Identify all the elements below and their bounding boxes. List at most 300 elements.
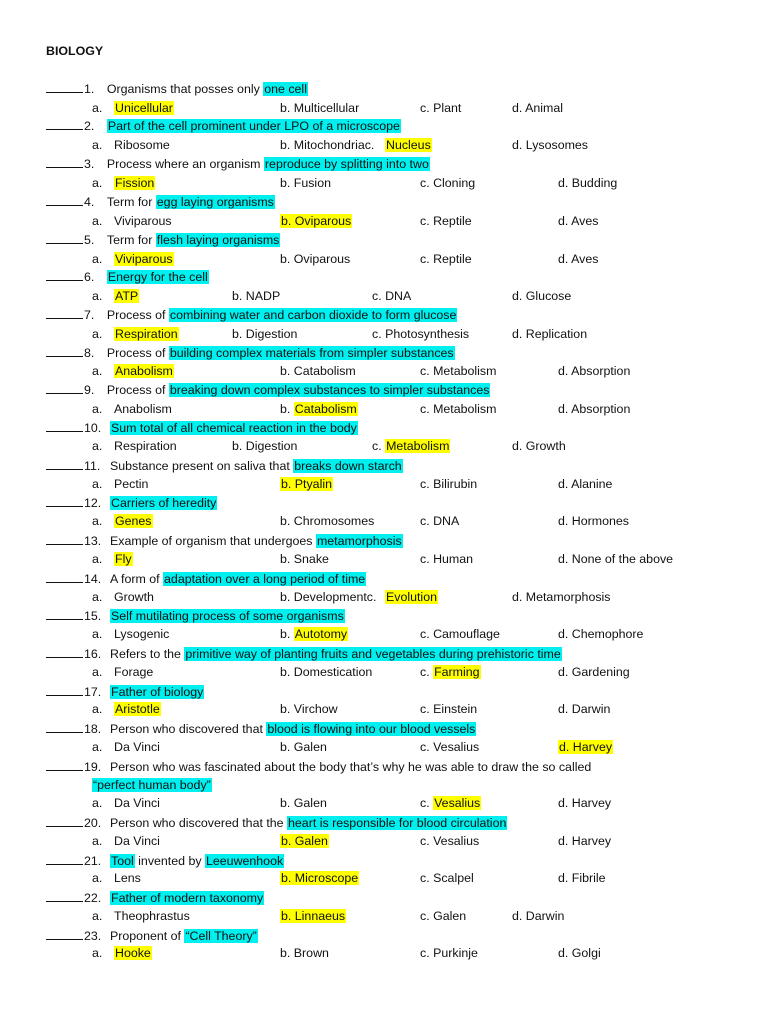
option-letter: d.: [558, 402, 572, 416]
option-c[interactable]: [420, 700, 477, 718]
option-wrap: [420, 176, 475, 190]
option-text: Alanine: [571, 477, 613, 491]
option-b[interactable]: [280, 907, 346, 925]
option-c[interactable]: [420, 738, 479, 756]
option-wrap: [420, 665, 481, 679]
question-5: [46, 231, 280, 249]
option-text: Viviparous: [114, 214, 172, 228]
option-wrap: [372, 327, 469, 341]
option-wrap: [420, 214, 472, 228]
option-wrap: [420, 402, 496, 416]
option-letter: d.: [559, 740, 573, 754]
option-wrap: [280, 252, 350, 266]
option-d[interactable]: [512, 136, 588, 154]
option-b[interactable]: [280, 250, 350, 268]
option-a[interactable]: [92, 738, 160, 756]
option-letter: a.: [92, 909, 103, 923]
option-c[interactable]: [420, 869, 474, 887]
option-wrap: [512, 327, 587, 341]
option-text: Developmentc.: [293, 590, 377, 604]
option-text: Snake: [293, 552, 329, 566]
option-c[interactable]: [372, 287, 411, 305]
option-wrap: [280, 552, 329, 566]
answer-blank[interactable]: [46, 381, 83, 394]
option-c[interactable]: [420, 99, 461, 117]
question-number: 16.: [84, 647, 102, 661]
option-letter: b.: [232, 327, 246, 341]
option-wrap: [92, 796, 160, 810]
option-wrap: [558, 514, 629, 528]
option-wrap: [558, 477, 612, 491]
option-b[interactable]: [280, 174, 331, 192]
option-d[interactable]: [512, 437, 566, 455]
question-1: [46, 80, 308, 98]
option-a[interactable]: [92, 362, 174, 380]
question-21: [46, 852, 284, 870]
option-text: Virchow: [293, 702, 338, 716]
option-wrap: [558, 176, 617, 190]
option-b[interactable]: [280, 588, 376, 606]
answer-blank[interactable]: [46, 268, 83, 281]
option-d[interactable]: [558, 550, 673, 568]
option-letter: a.: [92, 439, 103, 453]
option-wrap: [92, 439, 177, 453]
option-text: Metabolism: [433, 402, 497, 416]
option-wrap: [232, 439, 297, 453]
option-text: Lysogenic: [114, 627, 170, 641]
option-wrap: [280, 909, 346, 923]
option-a[interactable]: [92, 325, 179, 343]
answer-blank[interactable]: [46, 852, 83, 865]
answer-blank[interactable]: [46, 80, 83, 93]
option-text: Respiration: [114, 439, 177, 453]
option-letter: d.: [512, 138, 526, 152]
question-number: 6.: [84, 270, 95, 284]
option-a[interactable]: [92, 400, 172, 418]
option-text: Fusion: [293, 176, 331, 190]
option-b[interactable]: [280, 475, 333, 493]
option-wrap: [372, 289, 411, 303]
option-letter: d.: [512, 327, 526, 341]
question-text: one cell: [264, 82, 307, 96]
option-text: None of the above: [571, 552, 674, 566]
option-c[interactable]: [420, 174, 475, 192]
question-text: Self mutilating process of some organisms: [111, 609, 344, 623]
option-text: Harvey: [571, 796, 612, 810]
option-text: Unicellular: [115, 101, 173, 115]
option-cont[interactable]: [385, 588, 438, 606]
option-d[interactable]: [558, 212, 598, 230]
option-b[interactable]: [280, 212, 352, 230]
option-letter: d.: [558, 946, 572, 960]
option-wrap: [92, 327, 179, 341]
option-b[interactable]: [280, 832, 329, 850]
option-c[interactable]: [420, 944, 478, 962]
option-text: Purkinje: [433, 946, 478, 960]
option-letter: a.: [92, 477, 103, 491]
option-d[interactable]: [558, 869, 606, 887]
question-17: [46, 683, 204, 701]
option-d[interactable]: [512, 907, 564, 925]
option-a[interactable]: [92, 663, 153, 681]
option-a[interactable]: [92, 869, 141, 887]
option-d[interactable]: [558, 832, 611, 850]
option-text: Ptyalin: [294, 477, 332, 491]
option-a[interactable]: [92, 625, 169, 643]
option-letter: b.: [280, 402, 294, 416]
option-b[interactable]: [280, 663, 372, 681]
option-text: Golgi: [571, 946, 601, 960]
option-wrap: [92, 946, 152, 960]
option-a[interactable]: [92, 794, 160, 812]
option-a[interactable]: [92, 588, 154, 606]
option-a[interactable]: [92, 550, 133, 568]
option-letter: a.: [92, 740, 103, 754]
option-c[interactable]: [420, 212, 472, 230]
option-letter: a.: [92, 138, 103, 152]
option-wrap: [420, 796, 481, 810]
option-text: DNA: [433, 514, 460, 528]
option-letter: d.: [558, 665, 572, 679]
option-c[interactable]: [420, 250, 472, 268]
option-text: Brown: [293, 946, 329, 960]
option-c[interactable]: [420, 663, 481, 681]
answer-blank[interactable]: [46, 494, 83, 507]
option-text: Aristotle: [115, 702, 160, 716]
option-wrap: [558, 252, 598, 266]
page-title: BIOLOGY: [46, 44, 104, 58]
option-wrap: [420, 552, 473, 566]
question-text: Process where an organism: [106, 157, 264, 171]
option-text: Chromosomes: [293, 514, 375, 528]
option-text: Forage: [114, 665, 154, 679]
option-text: Fission: [115, 176, 155, 190]
option-text: Lysosomes: [525, 138, 588, 152]
option-letter: b.: [280, 590, 294, 604]
option-letter: c.: [420, 477, 434, 491]
question-text-continued: [92, 776, 212, 794]
question-text: Proponent of: [110, 929, 185, 943]
option-text: Darwin: [571, 702, 611, 716]
answer-blank[interactable]: [46, 758, 83, 771]
option-c[interactable]: [420, 512, 459, 530]
option-c[interactable]: [420, 625, 500, 643]
option-d[interactable]: [558, 738, 613, 756]
option-d[interactable]: [558, 250, 598, 268]
option-wrap: [420, 514, 459, 528]
option-letter: c.: [420, 740, 434, 754]
question-text: Carriers of heredity: [111, 496, 217, 510]
option-letter: a.: [92, 665, 103, 679]
answer-blank[interactable]: [46, 155, 83, 168]
question-number: 15.: [84, 609, 102, 623]
option-c[interactable]: [420, 907, 466, 925]
option-wrap: [420, 364, 496, 378]
answer-blank[interactable]: [46, 927, 83, 940]
option-b[interactable]: [280, 550, 329, 568]
option-text: Reptile: [433, 252, 472, 266]
answer-blank[interactable]: [46, 419, 83, 432]
option-letter: c.: [420, 796, 434, 810]
option-a[interactable]: [92, 136, 170, 154]
question-number: 14.: [84, 572, 102, 586]
option-a[interactable]: [92, 475, 148, 493]
option-wrap: [280, 590, 376, 604]
answer-blank[interactable]: [46, 306, 83, 319]
option-a[interactable]: [92, 287, 139, 305]
option-letter: d.: [558, 252, 572, 266]
option-text: Hooke: [115, 946, 151, 960]
option-letter: a.: [92, 796, 103, 810]
option-text: Viviparous: [115, 252, 173, 266]
option-letter: d.: [558, 477, 572, 491]
option-d[interactable]: [558, 625, 643, 643]
option-b[interactable]: [280, 944, 329, 962]
option-cont[interactable]: [385, 136, 432, 154]
question-14: [46, 570, 366, 588]
option-d[interactable]: [558, 475, 612, 493]
option-wrap: [512, 439, 566, 453]
option-wrap: [558, 402, 630, 416]
option-b[interactable]: [280, 794, 327, 812]
question-19: [46, 758, 591, 776]
option-letter: a.: [92, 214, 103, 228]
option-text: Hormones: [571, 514, 629, 528]
option-b[interactable]: [280, 625, 348, 643]
option-text: Replication: [525, 327, 588, 341]
option-text: Human: [433, 552, 474, 566]
option-d[interactable]: [558, 663, 630, 681]
option-letter: a.: [92, 627, 103, 641]
option-letter: d.: [558, 796, 572, 810]
option-letter: d.: [558, 871, 572, 885]
option-b[interactable]: [232, 325, 297, 343]
option-wrap: [92, 402, 172, 416]
option-wrap: [420, 740, 479, 754]
question-text: primitive way of planting fruits and vegetables during prehistoric time: [185, 647, 561, 661]
option-d[interactable]: [512, 325, 587, 343]
option-d[interactable]: [512, 287, 571, 305]
option-letter: c.: [420, 101, 434, 115]
option-text: Anabolism: [115, 364, 173, 378]
option-text: Autotomy: [294, 627, 348, 641]
option-a[interactable]: [92, 907, 190, 925]
option-text: Oviparous: [293, 252, 351, 266]
question-text: Substance present on saliva that: [110, 459, 294, 473]
option-c[interactable]: [420, 794, 481, 812]
option-text: Growth: [114, 590, 154, 604]
question-text: flesh laying organisms: [156, 233, 280, 247]
question-text: Process of: [106, 346, 169, 360]
option-text: Scalpel: [433, 871, 474, 885]
option-d[interactable]: [512, 588, 610, 606]
option-wrap: [420, 871, 474, 885]
option-wrap: [92, 252, 174, 266]
option-d[interactable]: [558, 794, 611, 812]
option-letter: c.: [420, 364, 434, 378]
option-wrap: [512, 289, 571, 303]
option-b[interactable]: [280, 512, 374, 530]
option-wrap: [280, 946, 329, 960]
question-number: 19.: [84, 760, 102, 774]
option-letter: c.: [420, 176, 434, 190]
answer-blank[interactable]: [46, 344, 83, 357]
option-letter: a.: [92, 252, 103, 266]
option-b[interactable]: [280, 738, 327, 756]
option-text: Oviparous: [294, 214, 352, 228]
option-c[interactable]: [420, 550, 473, 568]
option-d[interactable]: [558, 362, 630, 380]
option-letter: c.: [420, 552, 434, 566]
answer-blank[interactable]: [46, 532, 83, 545]
option-wrap: [92, 289, 139, 303]
option-text: Linnaeus: [294, 909, 346, 923]
option-b[interactable]: [280, 362, 356, 380]
option-letter: b.: [280, 552, 294, 566]
option-text: Fibrile: [571, 871, 606, 885]
option-c[interactable]: [372, 437, 450, 455]
option-letter: b.: [280, 176, 294, 190]
option-a[interactable]: [92, 99, 174, 117]
answer-blank[interactable]: [46, 814, 83, 827]
option-letter: c.: [420, 514, 434, 528]
option-wrap: [385, 138, 432, 152]
answer-blank[interactable]: [46, 607, 83, 620]
option-letter: b.: [280, 627, 294, 641]
option-d[interactable]: [558, 944, 601, 962]
option-a[interactable]: [92, 700, 161, 718]
option-letter: d.: [558, 176, 572, 190]
option-wrap: [92, 176, 155, 190]
option-b[interactable]: [280, 869, 359, 887]
option-letter: c.: [420, 402, 434, 416]
option-letter: a.: [92, 176, 103, 190]
option-wrap: [558, 834, 611, 848]
option-c[interactable]: [372, 325, 469, 343]
question-text: “perfect human body”: [93, 778, 211, 792]
option-wrap: [558, 740, 613, 754]
option-text: Ribosome: [114, 138, 170, 152]
option-text: Da Vinci: [114, 834, 160, 848]
question-3: [46, 155, 430, 173]
option-text: Mitochondriac.: [293, 138, 375, 152]
option-letter: d.: [512, 909, 526, 923]
option-letter: c.: [420, 665, 434, 679]
question-10: [46, 419, 358, 437]
option-b[interactable]: [280, 700, 338, 718]
option-wrap: [92, 909, 190, 923]
answer-blank[interactable]: [46, 457, 83, 470]
answer-blank[interactable]: [46, 720, 83, 733]
option-wrap: [92, 138, 170, 152]
option-wrap: [280, 834, 329, 848]
option-d[interactable]: [558, 174, 617, 192]
option-a[interactable]: [92, 832, 160, 850]
option-c[interactable]: [420, 832, 479, 850]
option-letter: b.: [280, 702, 294, 716]
option-b[interactable]: [280, 400, 358, 418]
option-d[interactable]: [558, 400, 630, 418]
option-letter: b.: [281, 834, 295, 848]
option-a[interactable]: [92, 212, 172, 230]
option-d[interactable]: [512, 99, 563, 117]
option-letter: c.: [420, 702, 434, 716]
question-number: 1.: [84, 82, 95, 96]
answer-blank[interactable]: [46, 889, 83, 902]
option-text: Vesalius: [434, 796, 481, 810]
answer-blank[interactable]: [46, 570, 83, 583]
question-text: egg laying organisms: [156, 195, 274, 209]
option-wrap: [92, 552, 133, 566]
option-wrap: [280, 176, 331, 190]
answer-blank[interactable]: [46, 645, 83, 658]
option-letter: d.: [512, 101, 526, 115]
option-letter: a.: [92, 327, 103, 341]
option-d[interactable]: [558, 512, 629, 530]
question-number: 11.: [84, 459, 101, 473]
option-wrap: [280, 702, 338, 716]
option-wrap: [512, 101, 563, 115]
answer-blank[interactable]: [46, 117, 83, 130]
option-c[interactable]: [420, 475, 477, 493]
option-letter: b.: [281, 477, 295, 491]
option-text: Cloning: [433, 176, 476, 190]
question-text: Organisms that posses only: [106, 82, 264, 96]
option-letter: a.: [92, 590, 103, 604]
option-wrap: [232, 289, 280, 303]
option-a[interactable]: [92, 944, 152, 962]
option-wrap: [512, 590, 610, 604]
question-18: [46, 720, 476, 738]
option-a[interactable]: [92, 512, 153, 530]
option-a[interactable]: [92, 174, 155, 192]
option-wrap: [92, 477, 148, 491]
option-wrap: [558, 364, 630, 378]
option-wrap: [92, 665, 153, 679]
answer-blank[interactable]: [46, 683, 83, 696]
option-b[interactable]: [280, 136, 374, 154]
option-letter: c.: [372, 439, 386, 453]
option-letter: b.: [281, 909, 295, 923]
question-number: 22.: [84, 891, 102, 905]
option-text: Plant: [433, 101, 462, 115]
option-b[interactable]: [280, 99, 359, 117]
option-d[interactable]: [558, 700, 610, 718]
question-text: Person who was fascinated about the body that’s why he was able to draw the so called: [110, 760, 592, 774]
answer-blank[interactable]: [46, 193, 83, 206]
option-wrap: [92, 514, 153, 528]
option-c[interactable]: [420, 400, 496, 418]
option-b[interactable]: [232, 287, 280, 305]
option-a[interactable]: [92, 250, 174, 268]
option-wrap: [420, 909, 466, 923]
option-wrap: [420, 702, 477, 716]
option-wrap: [372, 439, 450, 453]
option-wrap: [558, 214, 598, 228]
option-b[interactable]: [232, 437, 297, 455]
option-c[interactable]: [420, 362, 496, 380]
option-wrap: [558, 552, 673, 566]
option-wrap: [558, 665, 630, 679]
option-text: Respiration: [115, 327, 178, 341]
option-letter: a.: [92, 514, 103, 528]
option-letter: b.: [280, 514, 294, 528]
option-letter: c.: [420, 909, 434, 923]
answer-blank[interactable]: [46, 231, 83, 244]
question-text: Person who discovered that: [110, 722, 267, 736]
option-a[interactable]: [92, 437, 177, 455]
option-wrap: [92, 590, 154, 604]
